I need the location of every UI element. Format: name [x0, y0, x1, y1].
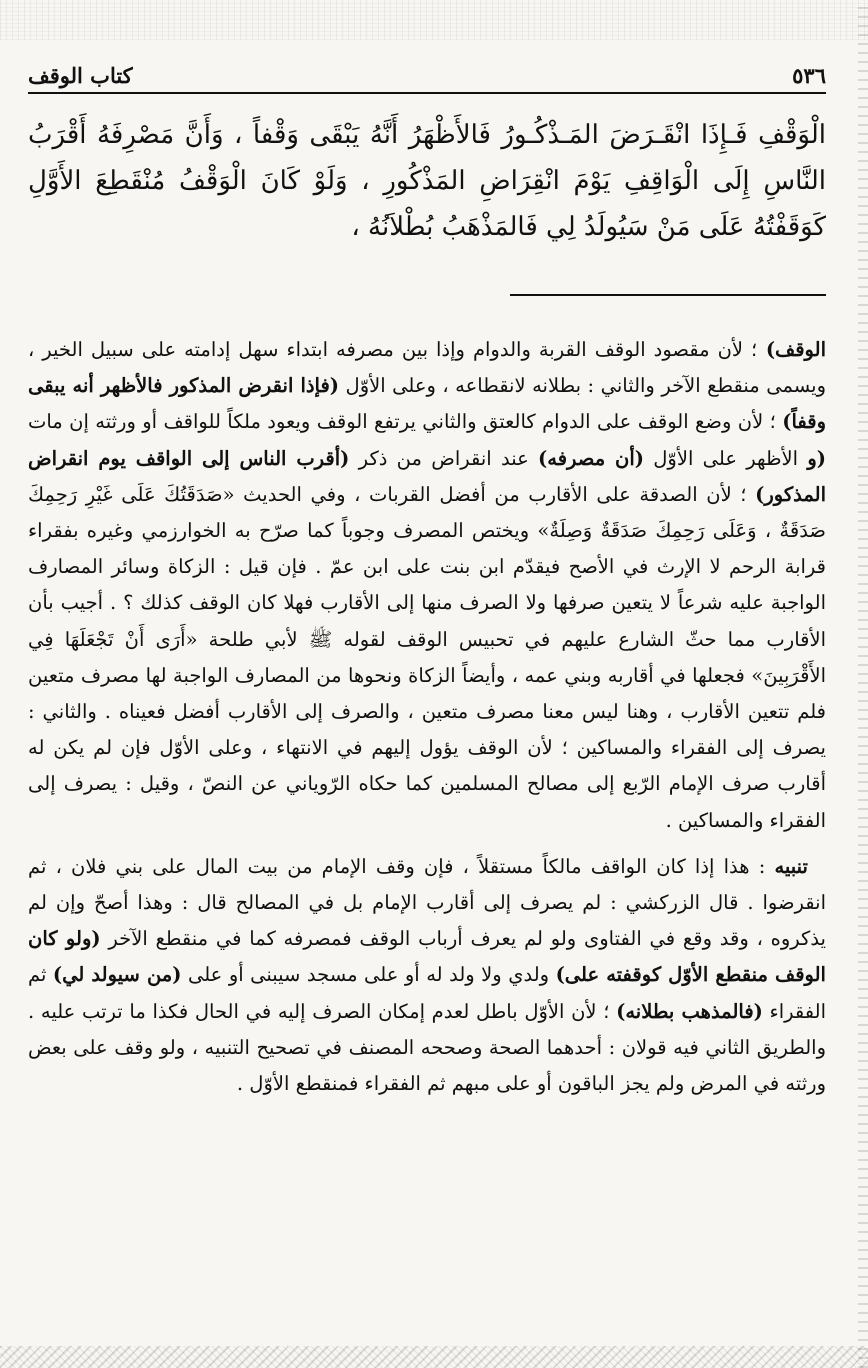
bold-text-run: (فإذا انقرض المذكور فالأظهر أنه يبقى وقفاً): [28, 374, 826, 434]
commentary-paragraph-1: [28, 332, 826, 839]
text-run: ؛ لأن الأوّل باطل لعدم إمكان الصرف إليه في الحال فكذا ما ترتب عليه . والطريق الثاني فيه قولان : أحدهما الصحة وصححه المصنف في تصحيح التنبيه ، ولو وقف على بعض ورثته في المرض ولم يجز الباقون أو على مبهم ثم الفقراء فمنقطع الأوّل .: [28, 999, 826, 1096]
text-run: : هذا إذا كان الواقف مالكاً مستقلاً ، فإن وقف الإمام من بيت المال على بني فلان ، ثم انقرضوا . قال الزركشي : لم يصرف إلى أقارب الإمام بل في المصالح قال : وهذا أصحّ وإن لم يذكروه ، وقد وقع في الفتاوى ولو لم يعرف أرباب الوقف فمصرفه كما في منقطع الآخر: [28, 854, 826, 951]
text-run: ؛ لأن مقصود الوقف القربة والدوام وإذا بين مصرفه ابتداء سهل إدامته على سبيل الخير ، ويسمى منقطع الآخر والثاني : بطلانه لانقطاعه ، وعلى الأوّل: [28, 338, 826, 398]
text-run: عند انقراض من ذكر: [349, 446, 539, 470]
bold-text-run: (فالمذهب بطلانه): [616, 999, 763, 1023]
bold-text-run: (و: [807, 446, 826, 470]
text-run: الأظهر على الأوّل: [643, 446, 808, 470]
commentary-text: [28, 332, 826, 1102]
text-run: ثم الفقراء: [28, 963, 826, 1023]
bold-text-run: (ولو كان الوقف منقطع الأوّل كوقفته على): [28, 927, 826, 987]
scan-noise-top: [0, 0, 868, 40]
bold-text-run: (من سيولد لي): [52, 963, 182, 987]
matn-text: [28, 112, 826, 250]
scan-noise-edge: [858, 0, 868, 1368]
bold-text-run: الوقف): [757, 338, 826, 361]
text-run: ؛ لأن الصدقة على الأقارب من أفضل القربات ، وفي الحديث «صَدَقَتُكَ عَلَى غَيْرِ رَحِمِكَ صَدَقَةٌ ، وَعَلَى رَحِمِكَ صَدَقَةٌ وَصِلَةٌ» ويختص المصرف وجوباً كما صرّح به الخوارزمي وغيره بفقراء قرابة الرحم لا الإرث في الأصح فيقدّم ابن بنت على ابن عمّ . فإن قيل : الزكاة وسائر المصارف الواجبة عليه شرعاً لا يتعين صرفها ولا الصرف منها إلى الأقارب فهلا كان الوقف كذلك ؟ . أجيب بأن الأقارب مما حثّ الشارع عليهم في تحبيس الوقف لقوله ﷺ لأبي طلحة «أَرَى أَنْ تَجْعَلَهَا فِي الأَقْرَبِينَ» فجعلها في أقاربه وبني عمه ، وأيضاً الزكاة ونحوها من المصارف الواجبة لها مصرف متعين فلم تتعين الأقارب ، وهنا ليس معنا مصرف متعين ، والصرف إلى الأقارب أفضل فعيناه . والثاني : يصرف إلى الفقراء والمساكين ؛ لأن الوقف يؤول إليهم في الانتهاء ، وعلى الأوّل فإن لم يكن له أقارب صرف الإمام الرّبع إلى مصالح المسلمين كما حكاه الرّوياني عن النصّ ، وقيل : يصرف إلى الفقراء والمساكين .: [28, 482, 826, 832]
text-run: ولدي ولا ولد له أو على مسجد سيبنى أو على: [181, 963, 556, 987]
page-number: ٥٣٦: [792, 63, 826, 88]
bold-text-run: (أقرب الناس إلى الواقف يوم انقراض المذكور): [28, 446, 826, 506]
matn-paragraph: الْوَقْفِ فَـإِذَا انْقَـرَضَ المَـذْكُـورُ فَالأَظْهَرُ أَنَّهُ يَبْقَى وَقْفاً ، وَأَنَّ مَصْرِفَهُ أَقْرَبُ النَّاسِ إِلَى الْوَاقِفِ يَوْمَ انْقِرَاضِ المَذْكُورِ ، وَلَوْ كَانَ الْوَقْفُ مُنْقَطِعَ الأَوَّلِ كَوَقَفْتُهُ عَلَى مَنْ سَيُولَدُ لِي فَالمَذْهَبُ بُطْلاَنُهُ ،: [28, 120, 826, 242]
book-title: كتاب الوقف: [28, 63, 133, 88]
commentary-paragraph-tanbih: [28, 849, 826, 1102]
running-header: [28, 52, 826, 94]
footnote-divider: [510, 294, 826, 296]
bold-text-run: تنبيه: [774, 854, 808, 878]
scan-noise-bottom: [0, 1346, 868, 1368]
bold-text-run: (أن مصرفه): [538, 446, 644, 470]
text-run: ؛ لأن وضع الوقف على الدوام كالعتق والثاني يرتفع الوقف ويعود ملكاً للواقف أو ورثته إن مات: [28, 410, 783, 434]
